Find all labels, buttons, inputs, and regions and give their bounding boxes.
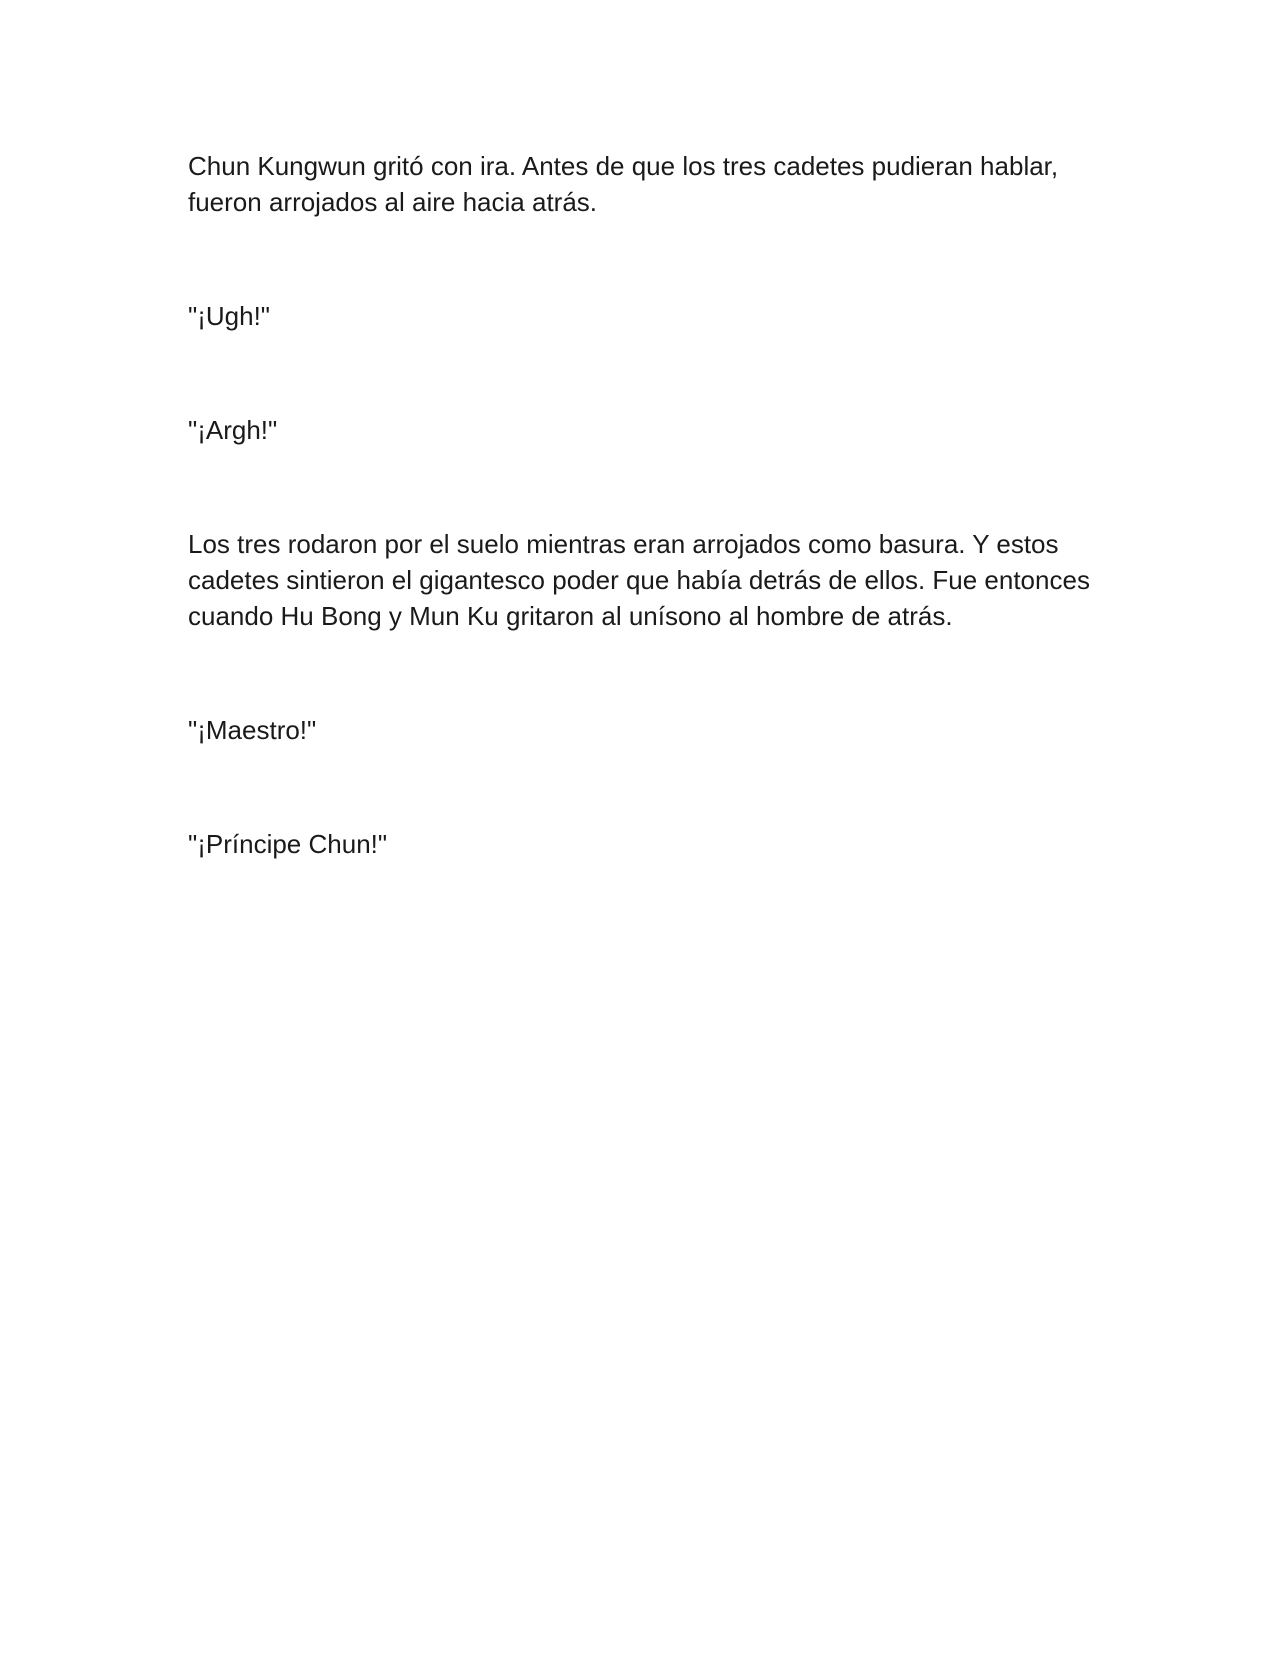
document-body [188,148,1098,862]
paragraph-dialogue-principe: "¡Príncipe Chun!" [188,829,388,859]
paragraph-dialogue-argh: "¡Argh!" [188,415,278,445]
paragraph-narration-2: Los tres rodaron por el suelo mientras eran arrojados como basura. Y estos cadetes sintieron el gigantesco poder que había detrás de ellos. Fue entonces cuando Hu Bong y Mun Ku gritaron al unísono al hombre de atrás. [188,529,1090,631]
paragraph-dialogue-maestro: "¡Maestro!" [188,715,317,745]
paragraph-dialogue-ugh: "¡Ugh!" [188,301,271,331]
paragraph-narration-1: Chun Kungwun gritó con ira. Antes de que los tres cadetes pudieran hablar, fueron arrojados al aire hacia atrás. [188,151,1059,217]
